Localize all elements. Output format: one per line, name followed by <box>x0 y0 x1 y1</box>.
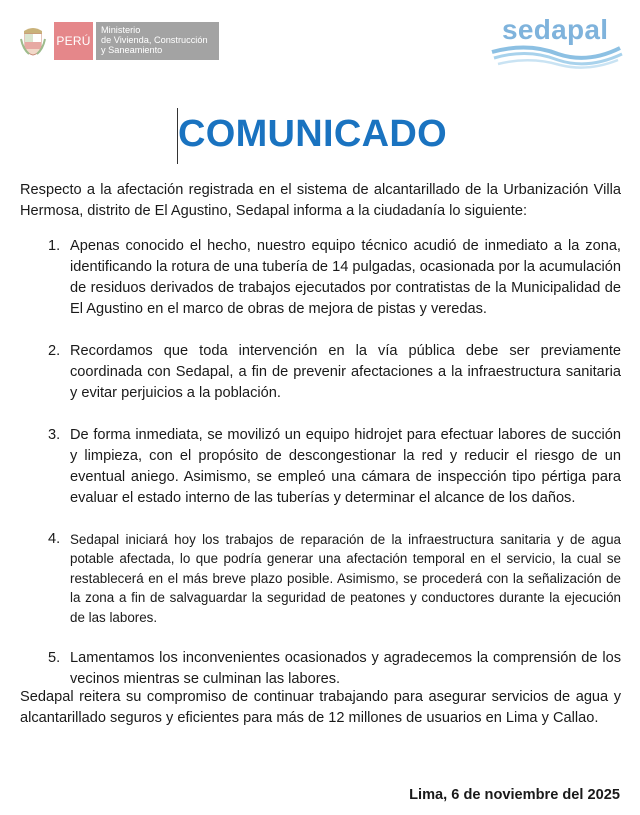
closing-paragraph: Sedapal reitera su compromiso de continuar trabajando para asegurar servicios de agua y alcantarillado seguros y eficientes para más de 12 millones de usuarios en Lima y Callao. <box>20 689 621 726</box>
item-number: 3. <box>48 427 61 443</box>
item-text: Recordamos que toda intervención en la vía pública debe ser previamente coordinada con Sedapal, a fin de prevenir afectaciones a la infraestructura sanitaria y evitar perjuicios a la población. <box>70 343 621 401</box>
intro-paragraph: Respecto a la afectación registrada en el sistema de alcantarillado de la Urbanización Villa Hermosa, distrito de El Agustino, Sedapal informa a la ciudadanía lo siguiente: <box>20 182 621 219</box>
page-header <box>0 0 640 80</box>
item-number: 5. <box>48 650 61 667</box>
sedapal-wordmark: sedapal <box>502 14 609 45</box>
item-text: De forma inmediata, se movilizó un equipo hidrojet para efectuar labores de succión y limpieza, con el propósito de descongestionar la red y reducir el riesgo de un eventual aniego. Asimismo, se empleó una cámara de inspección tipo pértiga para evaluar el estado interno de las tuberías y determinar el alcance de los daños. <box>70 427 621 506</box>
item-text: Apenas conocido el hecho, nuestro equipo técnico acudió de inmediato a la zona, identificando la rotura de una tubería de 14 pulgadas, ocasionada por la acumulación de residuos derivados de trabajos ejecutados por contratistas de la Municipalidad de El Agustino en el marco de obras de mejora de pistas y veredas. <box>70 238 621 317</box>
list-item <box>20 425 621 509</box>
government-logo <box>20 22 219 60</box>
item-number: 4. <box>48 531 61 547</box>
statement-list <box>20 236 621 690</box>
ministry-line-2: de Vivienda, Construcción <box>101 34 208 45</box>
ministry-line-1: Ministerio <box>101 25 141 35</box>
document-date: Lima, 6 de noviembre del 2025 <box>409 787 620 803</box>
list-item <box>20 530 621 627</box>
item-text: Sedapal iniciará hoy los trabajos de reparación de la infraestructura sanitaria y de agua potable afectada, lo que podría generar una afectación temporal en el servicio, la cual se restablecerá en el más breve plazo posible. Asimismo, se procederá con la señalización de la zona a fin de salvaguardar la seguridad de peatones y conductores durante la ejecución de las labores. <box>70 532 621 625</box>
water-waves-icon <box>488 44 628 70</box>
item-number: 1. <box>48 238 61 254</box>
list-item <box>20 648 621 690</box>
ministry-line-3: y Saneamiento <box>101 44 163 55</box>
document-title: COMUNICADO <box>178 113 447 155</box>
peru-coat-of-arms-icon <box>20 25 46 57</box>
item-text: Lamentamos los inconvenientes ocasionados y agradecemos la comprensión de los vecinos mientras se culminan las labores. <box>70 650 621 688</box>
list-item <box>20 236 621 320</box>
item-number: 2. <box>48 343 61 359</box>
peru-label: PERÚ <box>54 22 93 60</box>
list-item <box>20 341 621 404</box>
sedapal-logo <box>488 10 628 70</box>
ministry-name <box>96 22 219 60</box>
